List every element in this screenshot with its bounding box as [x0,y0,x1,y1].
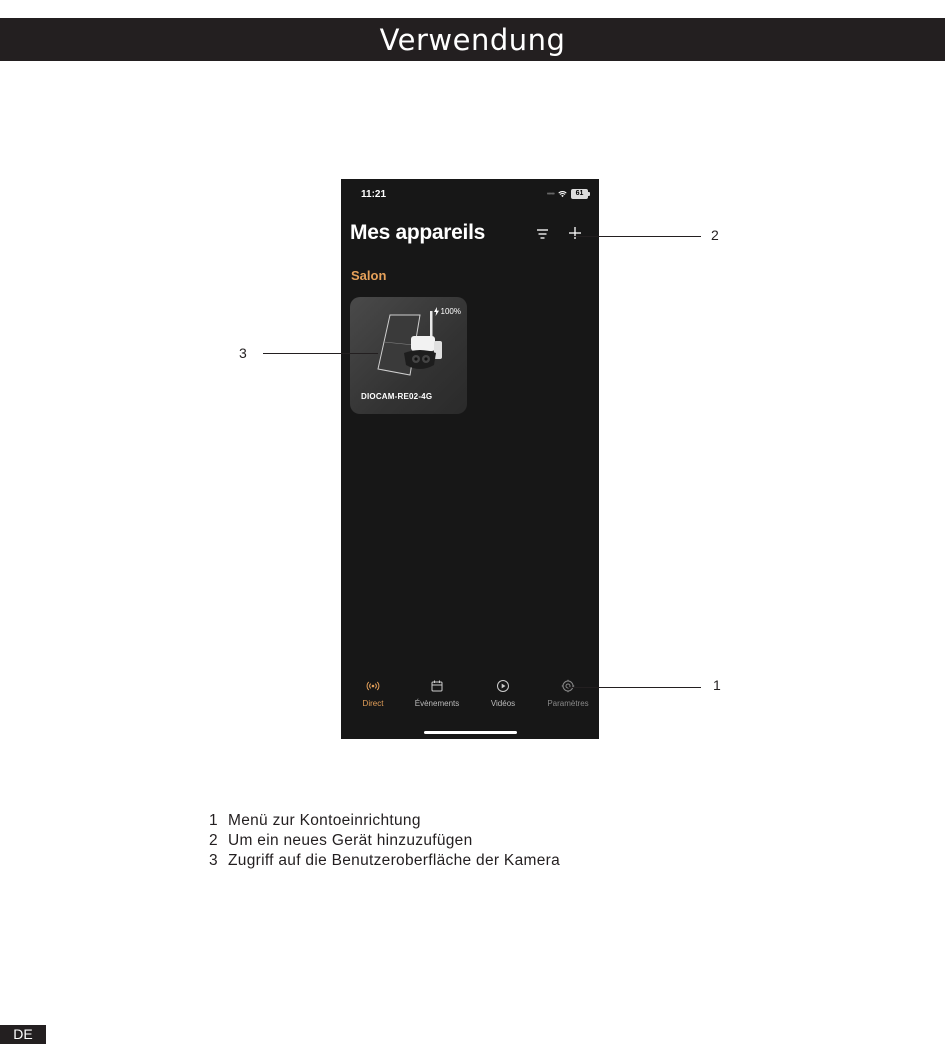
legend-number: 1 [209,812,218,829]
callout-number-3: 3 [239,345,247,361]
home-indicator [424,731,517,734]
callout-number-1: 1 [713,677,721,693]
tab-evenements[interactable] [402,679,472,708]
legend-text: Um ein neues Gerät hinzuzufügen [228,832,473,849]
live-signal-icon [366,679,380,693]
device-card[interactable] [350,297,467,414]
tab-label: Direct [362,699,384,708]
callout-line-2 [574,236,701,237]
legend-number: 3 [209,852,218,869]
camera-image [364,307,454,387]
device-battery-label: 100% [440,307,461,316]
legend-text: Menü zur Kontoeinrichtung [228,812,421,829]
tab-direct[interactable] [341,679,408,708]
battery-icon: 61 [571,189,588,199]
tab-label: Paramètres [547,699,589,708]
legend-item [209,851,560,871]
section-label: Salon [351,268,387,283]
status-time: 11:21 [361,189,387,200]
legend-item [209,831,560,851]
page-title: Verwendung [379,22,566,57]
status-icons [547,189,588,199]
tab-label: Vidéos [490,699,516,708]
tab-parametres[interactable] [533,679,599,708]
play-circle-icon [496,679,510,693]
legend-item [209,811,560,831]
callout-line-3 [263,353,378,354]
calendar-icon [430,679,444,693]
tab-bar [341,679,599,719]
screen-title: Mes appareils [350,221,485,244]
callout-legend [209,811,560,871]
legend-text: Zugriff auf die Benutzeroberfläche der Kamera [228,852,561,869]
tab-label: Évènements [414,699,460,708]
page-header [0,18,945,61]
wifi-icon [558,190,567,198]
tab-videos[interactable] [468,679,538,708]
gear-icon [561,679,575,693]
callout-line-1 [568,687,701,688]
phone-screenshot [341,179,599,739]
filter-icon[interactable] [536,228,549,240]
signal-icon: ••••• [546,190,554,198]
language-tab: DE [0,1025,46,1044]
device-name: DIOCAM-RE02-4G [361,392,433,401]
legend-number: 2 [209,832,218,849]
add-device-icon[interactable] [568,226,582,240]
callout-number-2: 2 [711,227,719,243]
